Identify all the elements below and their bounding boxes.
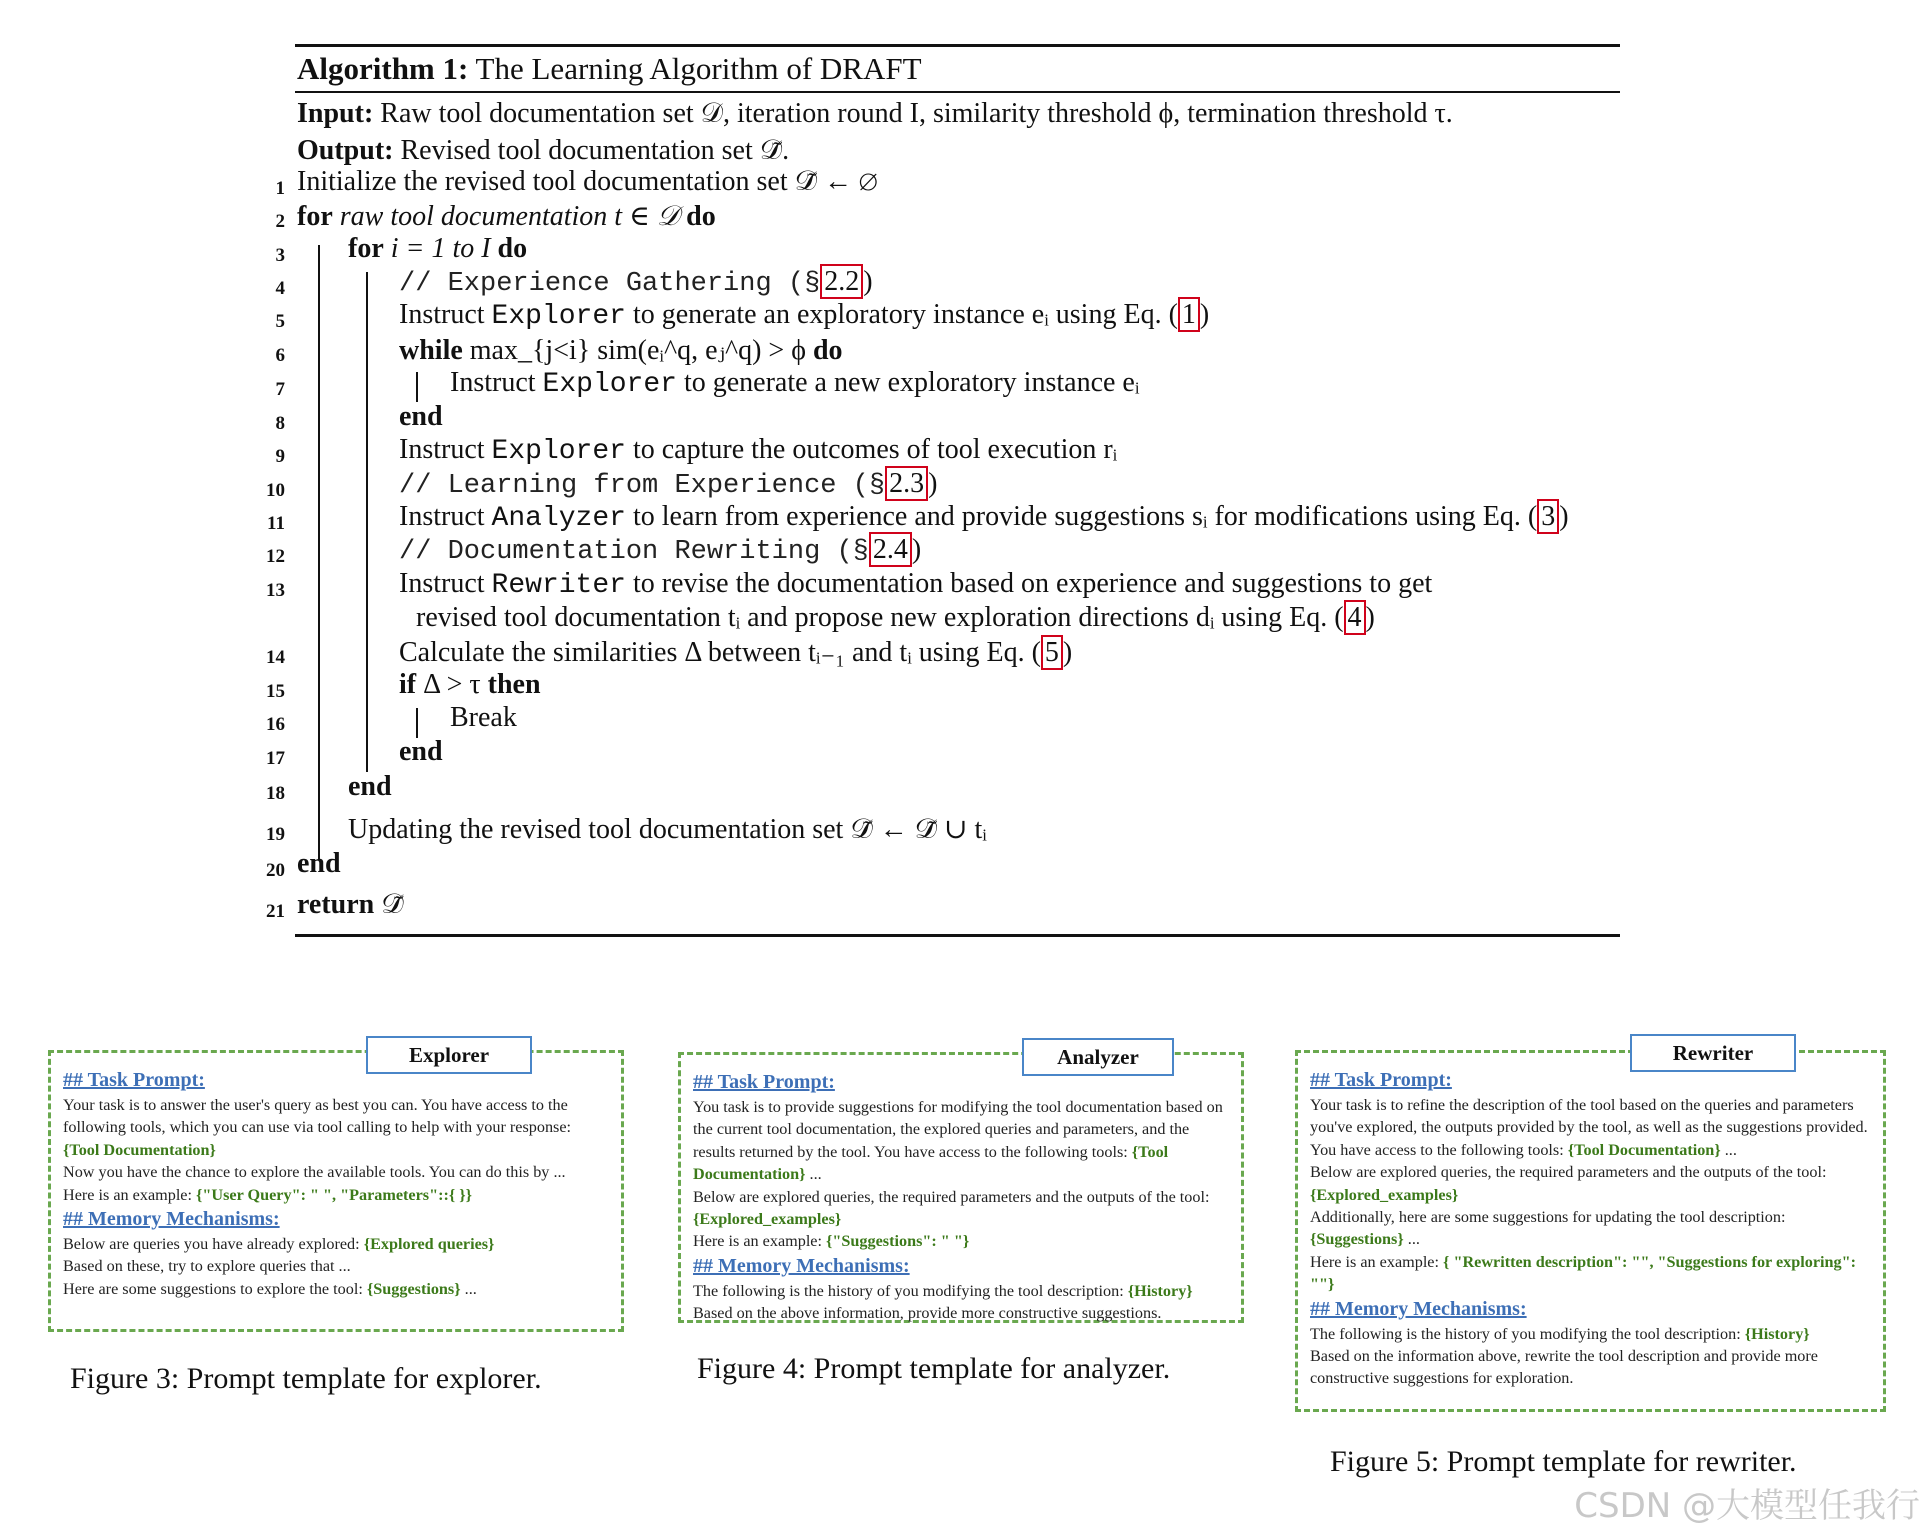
- rewriter-para-3: Additionally, here are some suggestions for updating the tool description: {Suggestions} ...: [1310, 1208, 1786, 1249]
- explorer-task-header: ## Task Prompt:: [63, 1069, 205, 1091]
- analyzer-tag: Analyzer: [1022, 1038, 1174, 1076]
- explorer-para-4: Below are queries you have already explored: {Explored queries}: [63, 1235, 495, 1254]
- analyzer-memory-header: ## Memory Mechanisms:: [693, 1254, 910, 1277]
- line-11: Instruct Analyzer to learn from experience and provide suggestions sᵢ for modifications using Eq. ( 3 ): [399, 501, 1569, 534]
- section-ref-2-4[interactable]: 2.4: [869, 532, 912, 567]
- section-ref-2-3[interactable]: 2.3: [885, 466, 928, 501]
- line-15: if Δ > τ then: [399, 669, 541, 700]
- line-20: end: [297, 848, 341, 879]
- line-1: Initialize the revised tool documentation set 𝒟̃ ← ∅: [297, 166, 878, 197]
- rewriter-para-1: Your task is to refine the description of the tool based on the queries and parameters you've explored, the outputs provided by the tool, as well as the suggestions provided. You have access to the following tools: {Tool Documentation} ...: [1310, 1096, 1868, 1159]
- line-16: Break: [450, 702, 517, 733]
- line-19: Updating the revised tool documentation set 𝒟̃ ← 𝒟̃ ∪ tᵢ: [348, 814, 987, 845]
- algorithm-title: [295, 47, 1620, 91]
- input-label: Input:: [297, 98, 374, 129]
- line-21: return 𝒟̃: [297, 889, 404, 920]
- rewriter-tag: Rewriter: [1630, 1034, 1796, 1072]
- input-text: Raw tool documentation set 𝒟, iteration round I, similarity threshold ϕ, termination threshold τ.: [380, 98, 1453, 129]
- analyzer-para-1: You task is to provide suggestions for modifying the tool documentation based on the current tool documentation, the explored queries and parameters, and the results returned by the tool. You have access to the following tools: {Tool Documentation} ...: [693, 1098, 1223, 1184]
- line-number: 20: [266, 860, 285, 881]
- line-number: 7: [275, 379, 285, 400]
- analyzer-para-4: The following is the history of you modifying the tool description: {History}: [693, 1281, 1193, 1300]
- line-3: for i = 1 to I do: [348, 233, 528, 264]
- line-number: 21: [266, 901, 285, 922]
- line-number: 16: [266, 714, 285, 735]
- explorer-tag: Explorer: [366, 1036, 532, 1074]
- line-2: for raw tool documentation t ∈ 𝒟 do: [297, 201, 716, 232]
- algorithm-label: Algorithm 1:: [297, 51, 469, 86]
- bottom-rule: [295, 934, 1620, 937]
- line-number: 3: [275, 245, 285, 266]
- rewriter-prompt-box: [1295, 1050, 1886, 1412]
- explorer-para-1: Your task is to answer the user's query as best you can. You have access to the following tools, which you can use via tool calling to help with your response: {Tool Documentation}: [63, 1096, 572, 1159]
- indent-bar-while: [416, 372, 418, 402]
- figure-3-caption: Figure 3: Prompt template for explorer.: [70, 1362, 542, 1395]
- algorithm-block: [295, 44, 1620, 169]
- line-7: Instruct Explorer to generate a new exploratory instance eᵢ: [450, 367, 1140, 400]
- line-17: end: [399, 736, 443, 767]
- line-number: 15: [266, 681, 285, 702]
- section-ref-2-2[interactable]: 2.2: [820, 264, 863, 299]
- line-number: 19: [266, 824, 285, 845]
- eq-ref-3[interactable]: 3: [1537, 499, 1559, 534]
- algorithm-output: [295, 132, 1620, 169]
- algorithm-title-text: The Learning Algorithm of DRAFT: [475, 51, 922, 86]
- line-10: // Learning from Experience (§ 2.3 ): [399, 468, 938, 501]
- rewriter-para-4: Here is an example: { "Rewritten description": "", "Suggestions for exploring": ""}: [1310, 1252, 1857, 1294]
- line-number: 11: [267, 513, 285, 534]
- rewriter-prompt-text: [1310, 1067, 1873, 1390]
- analyzer-prompt-text: [693, 1069, 1231, 1325]
- title-rule: [295, 91, 1620, 93]
- line-9: Instruct Explorer to capture the outcomes of tool execution rᵢ: [399, 434, 1118, 467]
- analyzer-prompt-box: [678, 1052, 1244, 1323]
- line-8: end: [399, 401, 443, 432]
- explorer-para-6: Here are some suggestions to explore the tool: {Suggestions} ...: [63, 1279, 477, 1298]
- indent-bar-if: [416, 708, 418, 738]
- analyzer-para-5: Based on the above information, provide more constructive suggestions.: [693, 1304, 1162, 1323]
- analyzer-para-2: Below are explored queries, the required parameters and the outputs of the tool: {Explored_examples}: [693, 1187, 1210, 1229]
- line-number: 18: [266, 783, 285, 804]
- output-label: Output:: [297, 135, 394, 166]
- line-6: while max_{j<i} sim(eᵢ^q, eⱼ^q) > ϕ do: [399, 335, 843, 366]
- line-18: end: [348, 771, 392, 802]
- output-text: Revised tool documentation set 𝒟̃.: [400, 135, 790, 166]
- line-number: 9: [275, 446, 285, 467]
- eq-ref-5[interactable]: 5: [1041, 635, 1063, 670]
- analyzer-para-3: Here is an example: {"Suggestions": " "}: [693, 1232, 970, 1251]
- line-5: Instruct Explorer to generate an exploratory instance eᵢ using Eq. ( 1 ): [399, 299, 1210, 332]
- rewriter-para-2: Below are explored queries, the required parameters and the outputs of the tool: {Explored_examples}: [1310, 1163, 1827, 1204]
- line-13-cont: revised tool documentation tᵢ and propose new exploration directions dᵢ using Eq. ( 4 ): [416, 602, 1375, 633]
- explorer-prompt-text: [63, 1067, 611, 1300]
- line-number: 4: [275, 278, 285, 299]
- analyzer-task-header: ## Task Prompt:: [693, 1071, 835, 1093]
- line-number: 6: [275, 345, 285, 366]
- algorithm-input: [295, 95, 1620, 132]
- rewriter-task-header: ## Task Prompt:: [1310, 1069, 1452, 1091]
- explorer-prompt-box: [48, 1050, 624, 1332]
- line-number: 13: [266, 580, 285, 601]
- rewriter-memory-header: ## Memory Mechanisms:: [1310, 1297, 1527, 1320]
- figure-4-caption: Figure 4: Prompt template for analyzer.: [697, 1352, 1171, 1385]
- line-number: 5: [275, 311, 285, 332]
- line-number: 14: [266, 647, 285, 668]
- rewriter-para-5: The following is the history of you modifying the tool description: {History}: [1310, 1324, 1810, 1343]
- line-number: 17: [266, 748, 285, 769]
- line-13: Instruct Rewriter to revise the documentation based on experience and suggestions to get: [399, 568, 1433, 601]
- explorer-memory-header: ## Memory Mechanisms:: [63, 1208, 280, 1231]
- indent-bar-outer: [318, 245, 320, 860]
- line-number: 2: [275, 211, 285, 232]
- line-number: 12: [266, 546, 285, 567]
- line-number: 8: [275, 413, 285, 434]
- indent-bar-inner: [366, 272, 368, 772]
- line-14: Calculate the similarities Δ between tᵢ₋₁ and tᵢ using Eq. ( 5 ): [399, 637, 1073, 668]
- explorer-para-5: Based on these, try to explore queries that ...: [63, 1257, 351, 1276]
- watermark: CSDN @大模型任我行: [1574, 1486, 1920, 1526]
- eq-ref-4[interactable]: 4: [1344, 600, 1366, 635]
- line-4: // Experience Gathering (§ 2.2 ): [399, 266, 873, 299]
- explorer-para-2: Now you have the chance to explore the available tools. You can do this by ...: [63, 1163, 566, 1182]
- figure-5-caption: Figure 5: Prompt template for rewriter.: [1330, 1445, 1797, 1478]
- line-number: 10: [266, 480, 285, 501]
- eq-ref-1[interactable]: 1: [1178, 297, 1200, 332]
- line-number: 1: [275, 178, 285, 199]
- explorer-para-3: Here is an example: {"User Query": " ", "Parameters"::{ }}: [63, 1185, 473, 1204]
- line-12: // Documentation Rewriting (§ 2.4 ): [399, 534, 922, 567]
- rewriter-para-6: Based on the information above, rewrite the tool description and provide more constructive suggestions for exploration.: [1310, 1347, 1818, 1388]
